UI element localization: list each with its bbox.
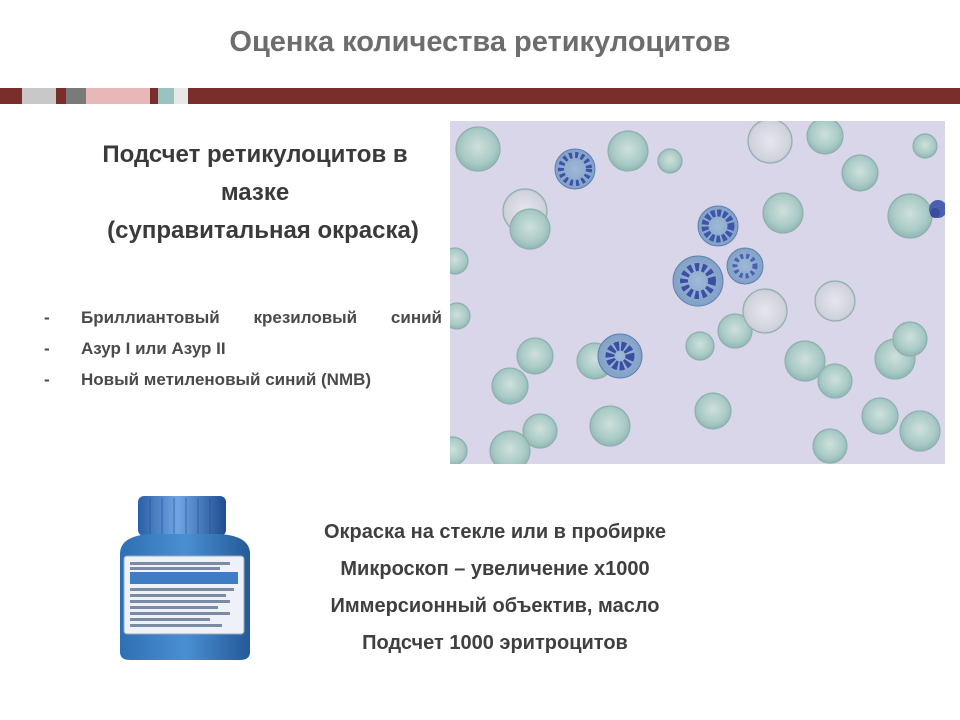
stain-name: Бриллиантовый крезиловый синий <box>81 308 442 327</box>
list-item <box>44 337 442 361</box>
bullet-dash: - <box>44 370 50 389</box>
list-item <box>44 306 442 330</box>
heading-line-2: мазке <box>220 179 290 206</box>
procedure-list <box>270 514 720 662</box>
procedure-item: Иммерсионный объектив, масло <box>330 595 660 617</box>
procedure-item: Микроскоп – увеличение х1000 <box>340 558 650 580</box>
list-item <box>44 368 442 392</box>
blood-smear-micrograph <box>450 121 945 464</box>
bullet-dash: - <box>44 308 50 327</box>
stain-name: Азур I или Азур II <box>81 339 226 358</box>
heading-line-1: Подсчет ретикулоцитов в <box>102 141 408 168</box>
stain-bottle-image <box>110 494 260 664</box>
decorative-bar <box>0 88 960 104</box>
heading-line-3: (суправитальная окраска) <box>107 217 419 244</box>
procedure-item: Подсчет 1000 эритроцитов <box>362 632 628 654</box>
procedure-item: Окраска на стекле или в пробирке <box>323 521 667 543</box>
section-heading <box>50 136 460 250</box>
stain-name: Новый метиленовый синий (NMB) <box>81 370 372 389</box>
stain-list <box>44 306 442 399</box>
slide-title: Оценка количества ретикулоцитов <box>229 26 731 58</box>
bullet-dash: - <box>44 339 50 358</box>
